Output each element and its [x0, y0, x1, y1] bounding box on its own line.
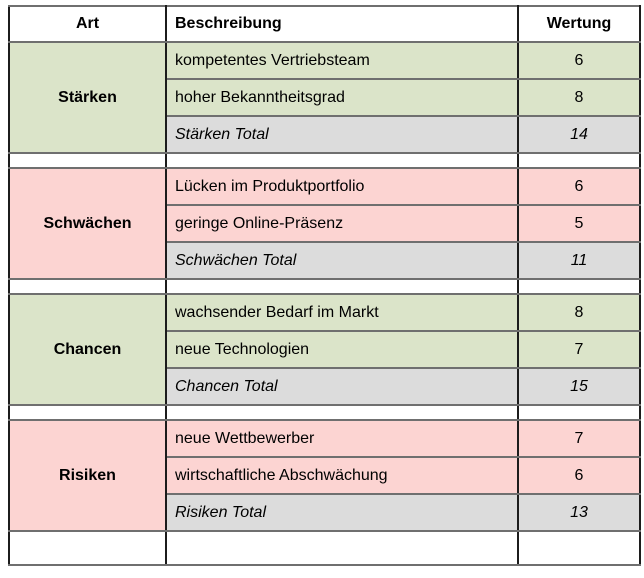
table-row: [9, 294, 640, 331]
value-cell: 7: [518, 331, 640, 368]
total-value-cell: 11: [518, 242, 640, 279]
spacer-cell: [9, 153, 166, 168]
spacer-row: [9, 279, 640, 294]
column-header-art: Art: [9, 6, 166, 42]
swot-analysis-table: [8, 5, 641, 566]
description-cell: geringe Online-Präsenz: [166, 205, 518, 242]
table-row: [9, 168, 640, 205]
spacer-cell: [9, 279, 166, 294]
description-cell: neue Wettbewerber: [166, 420, 518, 457]
spacer-cell: [518, 405, 640, 420]
spacer-row: [9, 153, 640, 168]
total-value-cell: 13: [518, 494, 640, 531]
description-cell: kompetentes Vertriebsteam: [166, 42, 518, 79]
description-cell: wirtschaftliche Abschwächung: [166, 457, 518, 494]
description-cell: wachsender Bedarf im Markt: [166, 294, 518, 331]
value-cell: 8: [518, 294, 640, 331]
spacer-row: [9, 405, 640, 420]
value-cell: 6: [518, 168, 640, 205]
spacer-cell: [166, 405, 518, 420]
spacer-cell: [9, 405, 166, 420]
total-value-cell: 15: [518, 368, 640, 405]
total-label-cell: Stärken Total: [166, 116, 518, 153]
total-value-cell: 14: [518, 116, 640, 153]
spacer-cell: [166, 279, 518, 294]
total-label-cell: Schwächen Total: [166, 242, 518, 279]
spacer-cell: [166, 153, 518, 168]
empty-cell: [166, 531, 518, 565]
column-header-beschreibung: Beschreibung: [166, 6, 518, 42]
table-row: [9, 420, 640, 457]
table-row: [9, 42, 640, 79]
total-label-cell: Risiken Total: [166, 494, 518, 531]
column-header-wertung: Wertung: [518, 6, 640, 42]
value-cell: 6: [518, 42, 640, 79]
empty-cell: [518, 531, 640, 565]
category-cell-schwaechen: Schwächen: [9, 168, 166, 279]
value-cell: 7: [518, 420, 640, 457]
category-cell-risiken: Risiken: [9, 420, 166, 531]
category-cell-staerken: Stärken: [9, 42, 166, 153]
value-cell: 5: [518, 205, 640, 242]
description-cell: neue Technologien: [166, 331, 518, 368]
total-label-cell: Chancen Total: [166, 368, 518, 405]
empty-row: [9, 531, 640, 565]
description-cell: Lücken im Produktportfolio: [166, 168, 518, 205]
value-cell: 8: [518, 79, 640, 116]
header-row: [9, 6, 640, 42]
value-cell: 6: [518, 457, 640, 494]
description-cell: hoher Bekanntheitsgrad: [166, 79, 518, 116]
empty-cell: [9, 531, 166, 565]
category-cell-chancen: Chancen: [9, 294, 166, 405]
spacer-cell: [518, 153, 640, 168]
spacer-cell: [518, 279, 640, 294]
